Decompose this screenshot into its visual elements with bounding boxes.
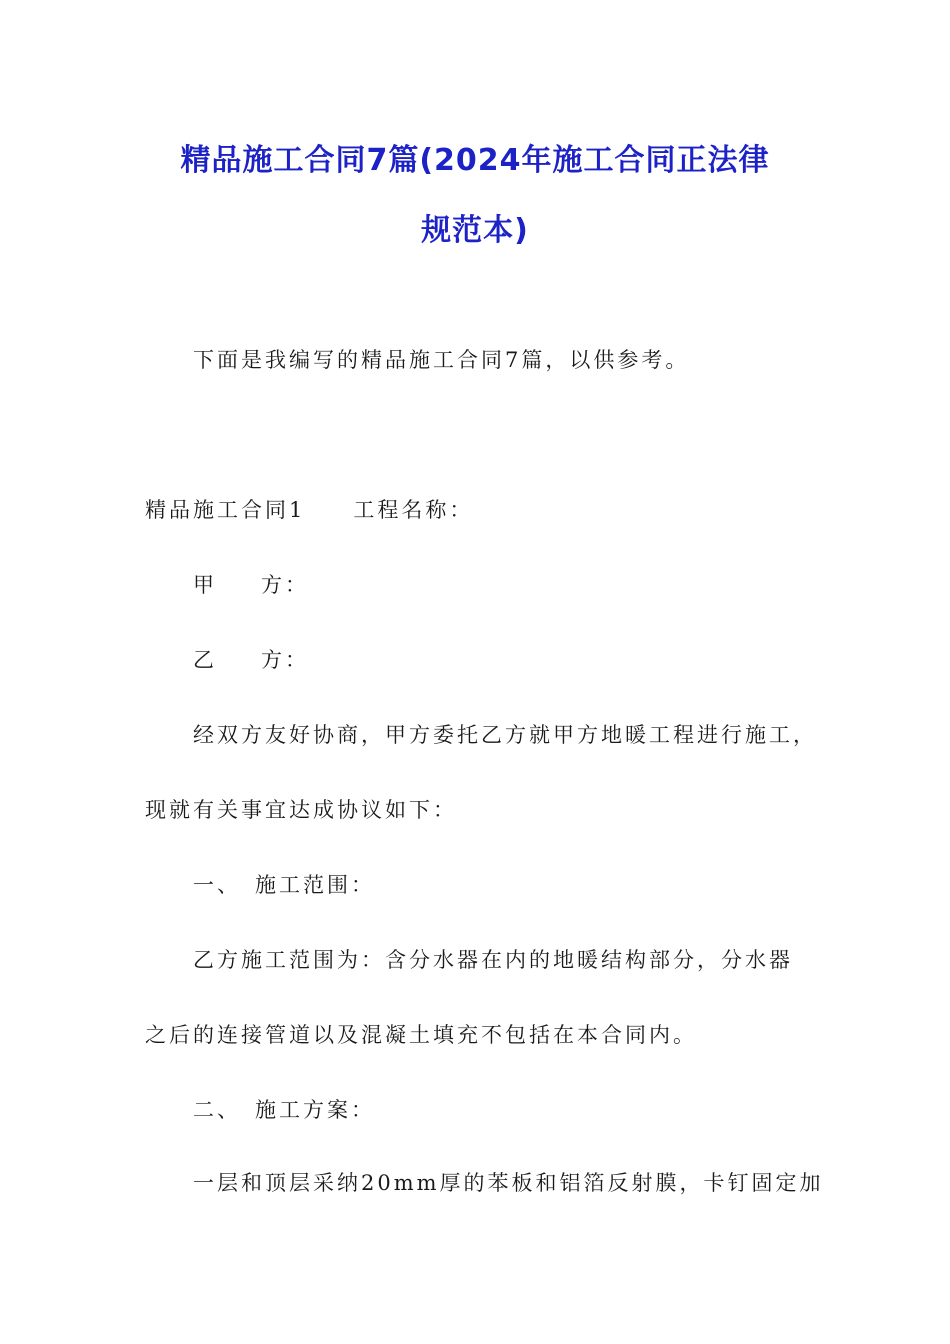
party-b-char: 乙: [193, 648, 217, 672]
paragraph-1-line-1: 经双方友好协商，甲方委托乙方就甲方地暖工程进行施工，: [193, 723, 817, 747]
section-2-number: 二、: [193, 1098, 241, 1122]
project-name-label: 工程名称：: [353, 498, 474, 522]
party-a-suffix: 方：: [261, 573, 309, 597]
party-b-row: [193, 645, 309, 675]
section-1-line-2: 之后的连接管道以及混凝土填充不包括在本合同内。: [145, 1023, 697, 1047]
section-1-title: 施工范围：: [255, 873, 375, 897]
section-2-heading: [193, 1095, 375, 1125]
section-2-title: 施工方案：: [255, 1098, 375, 1122]
section-1-line-1: 乙方施工范围为：含分水器在内的地暖结构部分，分水器: [193, 948, 793, 972]
section-2-line-1: 一层和顶层采纳20mm厚的苯板和铝箔反射膜，卡钉固定加: [193, 1171, 824, 1195]
document-title-line-2: 规范本): [421, 213, 529, 248]
document-title-line-1: 精品施工合同7篇(2024年施工合同正法律: [180, 143, 770, 178]
contract-heading-row: [145, 495, 473, 525]
party-a-row: [193, 570, 309, 600]
section-1-heading: [193, 870, 375, 900]
party-a-char: 甲: [193, 573, 217, 597]
party-b-suffix: 方：: [261, 648, 309, 672]
paragraph-1-line-2: 现就有关事宜达成协议如下：: [145, 798, 457, 822]
intro-paragraph: 下面是我编写的精品施工合同7篇，以供参考。: [193, 348, 690, 372]
contract-heading: 精品施工合同1: [145, 498, 306, 522]
section-1-number: 一、: [193, 873, 241, 897]
